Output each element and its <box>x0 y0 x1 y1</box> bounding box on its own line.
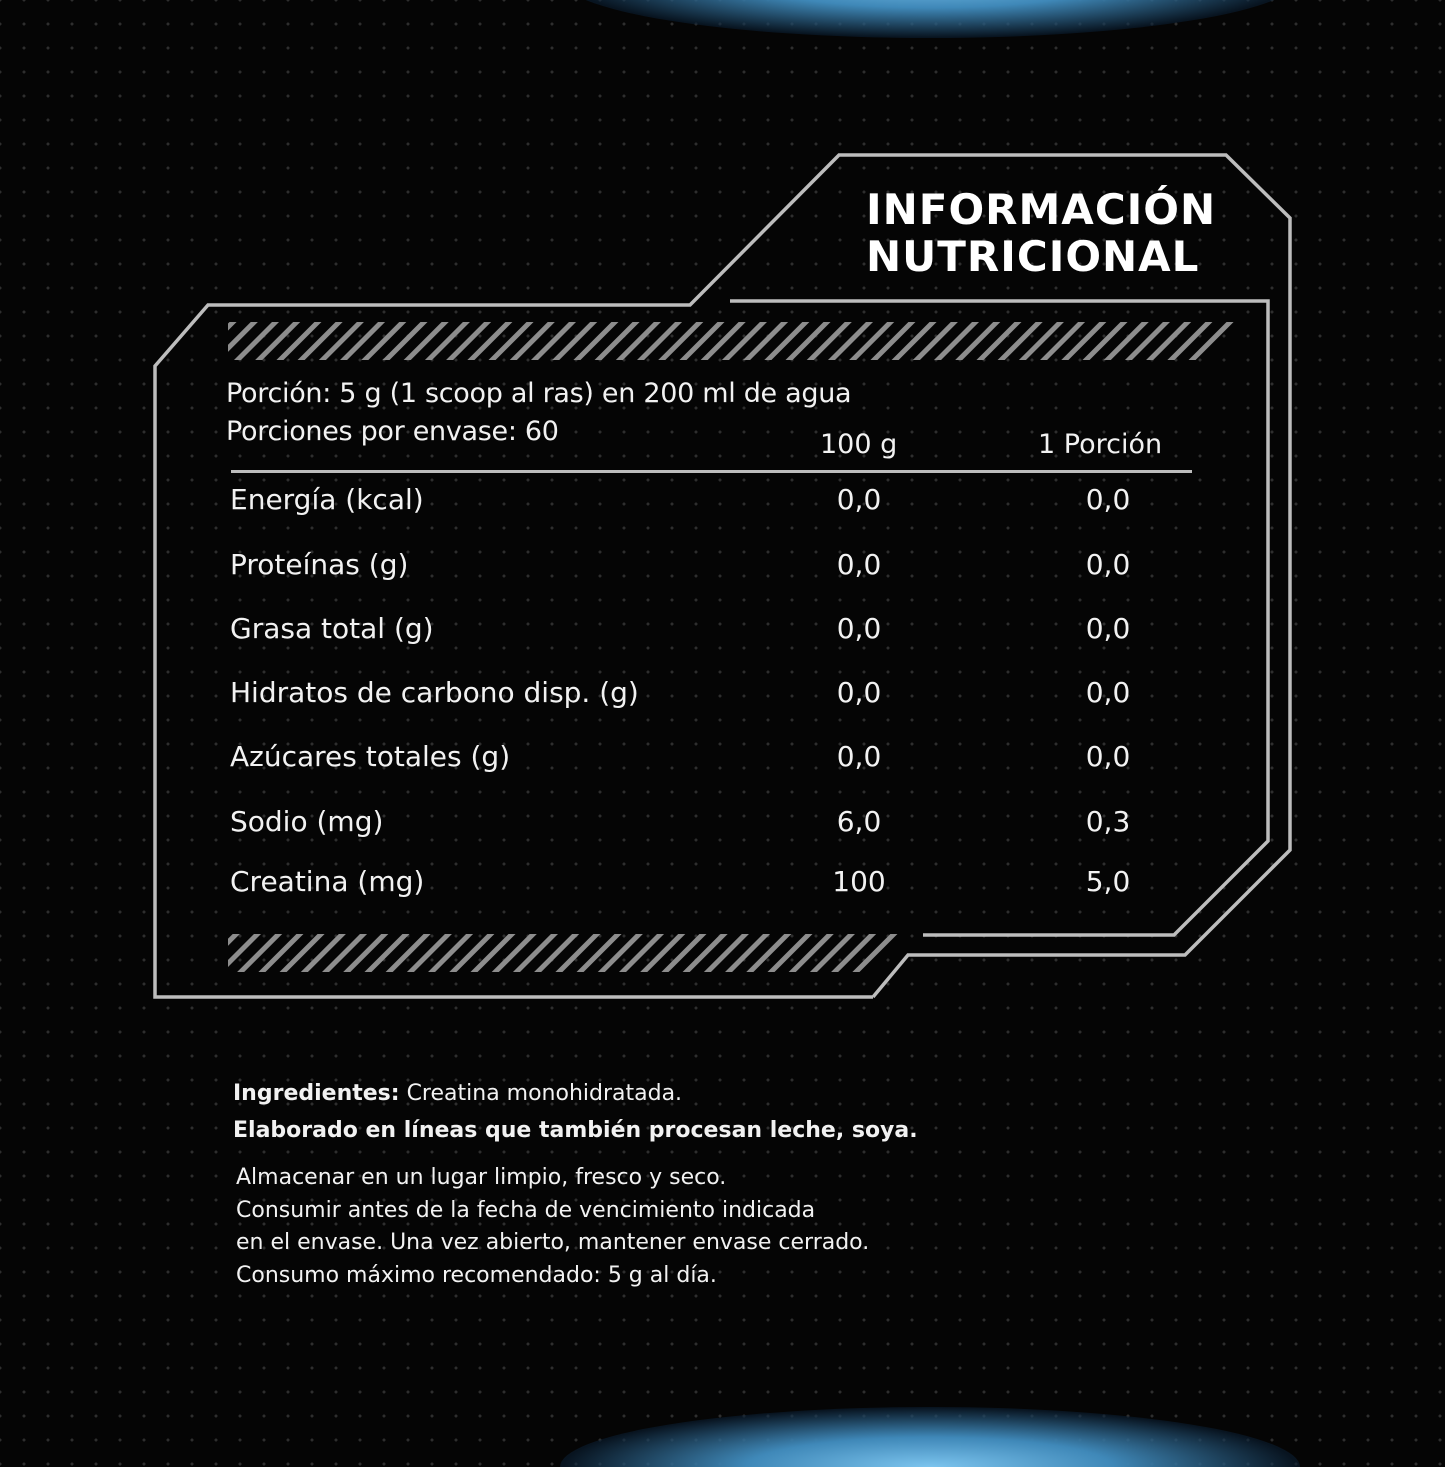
value-per-serving: 5,0 <box>1085 865 1131 898</box>
value-per-100g: 6,0 <box>836 805 882 838</box>
storage-line: Almacenar en un lugar limpio, fresco y seco. <box>236 1165 727 1190</box>
nutrient-row-creatine <box>230 862 1190 902</box>
top-hatch-band <box>228 322 1236 360</box>
storage-line: Consumo máximo recomendado: 5 g al día. <box>236 1262 717 1288</box>
value-per-100g: 0,0 <box>836 548 882 581</box>
column-header-100g: 100 g <box>820 429 898 460</box>
storage-instructions <box>236 1162 869 1292</box>
nutrient-label: Proteínas (g) <box>230 548 409 581</box>
header-divider <box>231 470 1192 473</box>
column-header-serving: 1 Porción <box>1038 429 1163 460</box>
nutrient-label: Grasa total (g) <box>230 612 434 645</box>
nutrient-row-carbohydrates <box>230 673 1190 713</box>
value-per-100g: 0,0 <box>836 483 882 516</box>
nutrient-label: Energía (kcal) <box>230 483 424 516</box>
nutrient-row-total-fat <box>230 609 1190 649</box>
ingredients-text: Creatina monohidratada. <box>399 1081 683 1106</box>
value-per-serving: 0,0 <box>1085 612 1131 645</box>
storage-line: Consumir antes de la fecha de vencimiento indicada <box>236 1197 816 1223</box>
ingredients-label: Ingredientes: <box>233 1081 400 1106</box>
servings-per-container: Porciones por envase: 60 <box>226 416 559 447</box>
storage-line: en el envase. Una vez abierto, mantener envase cerrado. <box>236 1230 870 1255</box>
value-per-100g: 0,0 <box>836 612 882 645</box>
value-per-100g: 100 <box>832 865 886 898</box>
value-per-serving: 0,0 <box>1085 483 1131 516</box>
nutrient-label: Creatina (mg) <box>230 865 425 898</box>
value-per-serving: 0,0 <box>1085 676 1131 709</box>
ingredients-line <box>233 1079 682 1109</box>
nutrient-row-protein <box>230 545 1190 585</box>
page-title <box>866 186 1216 280</box>
allergen-notice <box>233 1116 918 1146</box>
nutrient-label: Azúcares totales (g) <box>230 740 511 773</box>
allergen-notice-text: Elaborado en líneas que también procesan leche, soya. <box>233 1118 918 1143</box>
value-per-100g: 0,0 <box>836 740 882 773</box>
value-per-serving: 0,0 <box>1085 740 1131 773</box>
serving-size: Porción: 5 g (1 scoop al ras) en 200 ml de agua <box>226 378 852 409</box>
value-per-serving: 0,3 <box>1085 805 1131 838</box>
title-line-2: NUTRICIONAL <box>866 232 1200 281</box>
nutrient-label: Sodio (mg) <box>230 805 384 838</box>
bottom-hatch-band <box>228 934 903 972</box>
value-per-100g: 0,0 <box>836 676 882 709</box>
title-line-1: INFORMACIÓN <box>866 185 1217 234</box>
nutrient-label: Hidratos de carbono disp. (g) <box>230 676 639 709</box>
value-per-serving: 0,0 <box>1085 548 1131 581</box>
nutrient-row-sodium <box>230 802 1190 842</box>
nutrient-row-energy <box>230 480 1190 520</box>
nutrient-row-sugars <box>230 737 1190 777</box>
